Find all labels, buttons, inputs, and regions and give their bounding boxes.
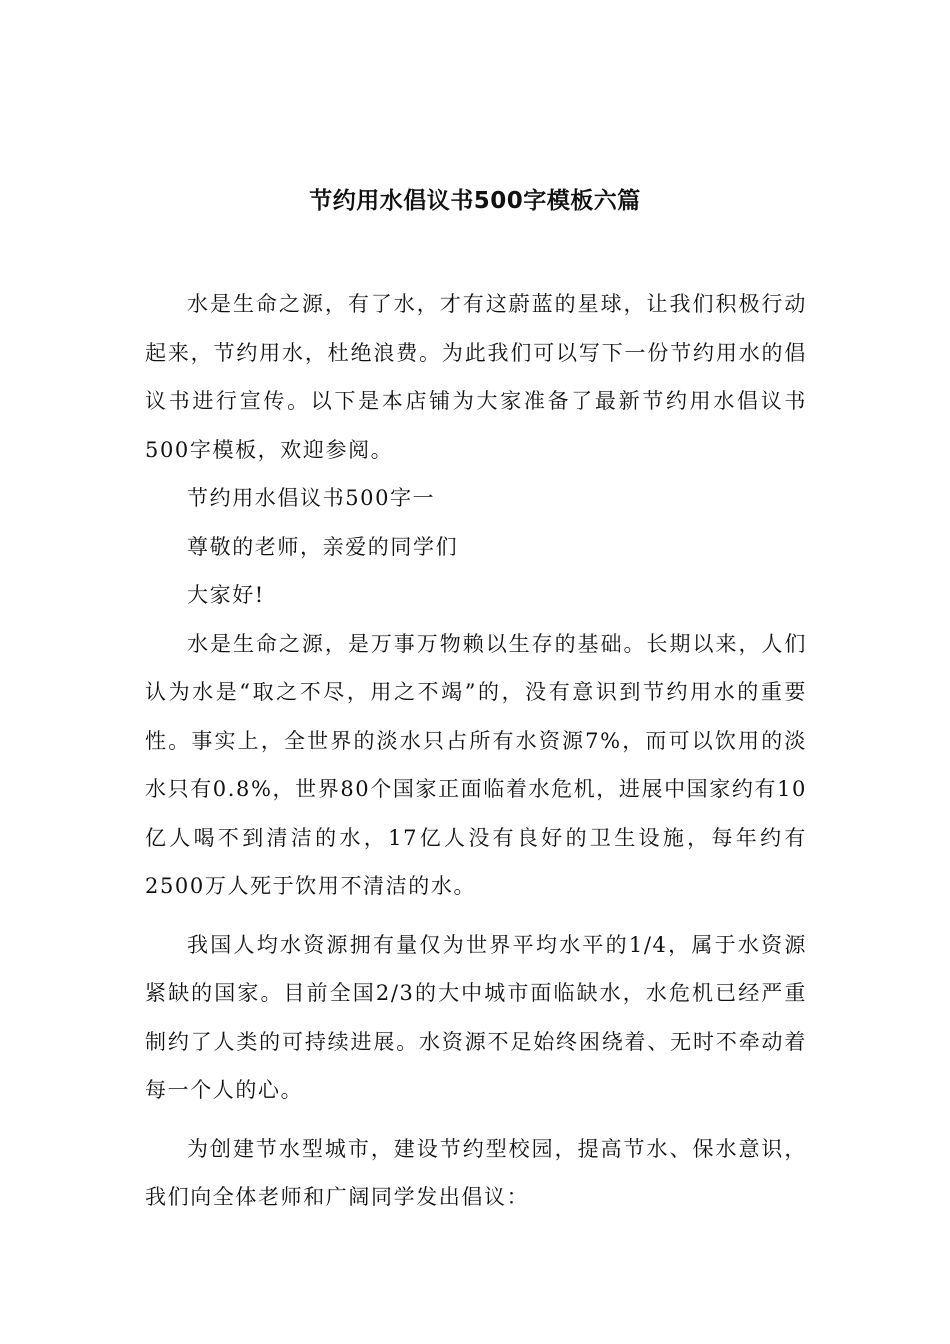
body-paragraph: 为创建节水型城市，建设节约型校园，提高节水、保水意识，我们向全体老师和广阔同学发出倡议： xyxy=(145,1136,807,1209)
document-title: 节约用水倡议书500字模板六篇 xyxy=(309,188,641,214)
intro-paragraph: 水是生命之源，有了水，才有这蔚蓝的星球，让我们积极行动起来，节约用水，杜绝浪费。为此我们可以写下一份节约用水的倡议书进行宣传。以下是本店铺为大家准备了最新节约用水倡议书500字模板，欢迎参阅。 xyxy=(145,292,807,462)
body-paragraph: 水是生命之源，是万事万物赖以生存的基础。长期以来，人们认为水是“取之不尽，用之不竭”的，没有意识到节约用水的重要性。事实上，全世界的淡水只占所有水资源7%，而可以饮用的淡水只有0.8%，世界80个国家正面临着水危机，进展中国家约有10亿人喝不到清洁的水，17亿人没有良好的卫生设施，每年约有2500万人死于饮用不清洁的水。 xyxy=(145,631,807,898)
section-heading: 节约用水倡议书500字一 xyxy=(187,486,436,510)
greeting: 大家好! xyxy=(187,583,265,607)
document-body xyxy=(145,280,807,1222)
salutation: 尊敬的老师，亲爱的同学们 xyxy=(187,534,459,559)
body-paragraph: 我国人均水资源拥有量仅为世界平均水平的1/4，属于水资源紧缺的国家。目前全国2/3的大中城市面临缺水，水危机已经严重制约了人类的可持续进展。水资源不足始终困绕着、无时不牵动着每一个人的心。 xyxy=(145,932,807,1102)
